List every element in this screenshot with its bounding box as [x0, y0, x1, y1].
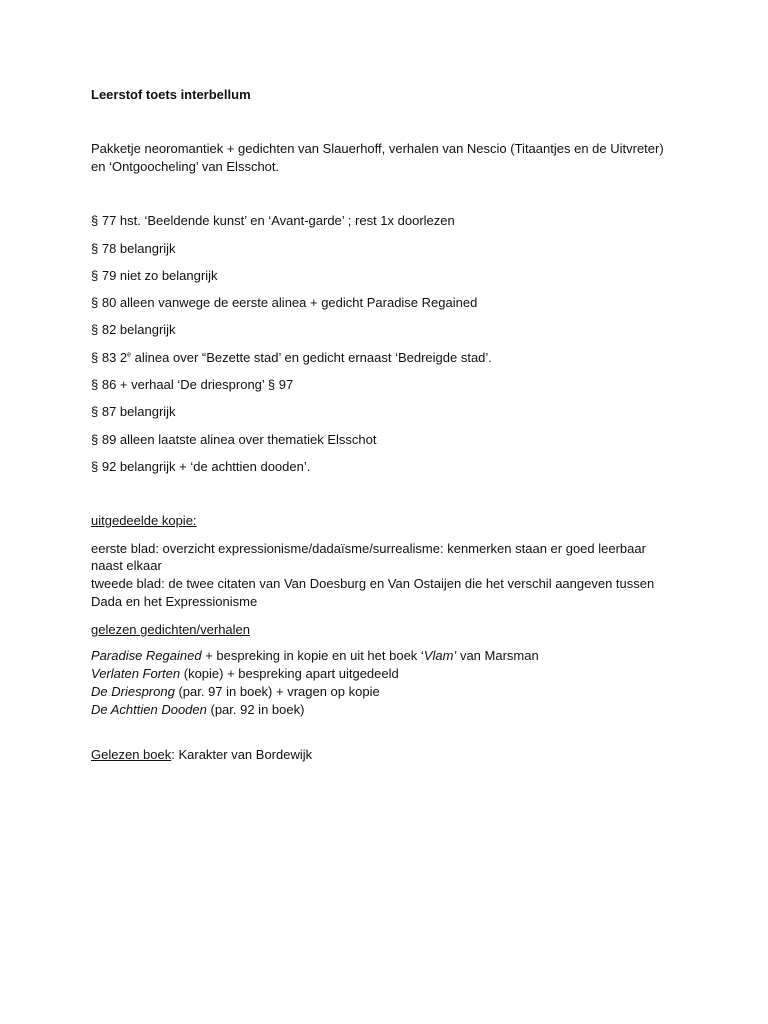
kopie-line-4: Dada en het Expressionisme	[91, 594, 258, 609]
paragraph-83-sup: e	[127, 351, 132, 359]
gelezen-item-1-text2: van Marsman	[456, 648, 539, 663]
kopie-line-2: naast elkaar	[91, 558, 162, 573]
gelezen-boek-label: Gelezen boek	[91, 747, 172, 762]
kopie-line-3: tweede blad: de twee citaten van Van Doesburg en Van Ostaijen die het verschil aangeven tussen	[91, 576, 655, 591]
paragraph-86: § 86 + verhaal ‘De driesprong’ § 97	[91, 377, 294, 392]
paragraph-87: § 87 belangrijk	[91, 404, 176, 419]
paragraph-79: § 79 niet zo belangrijk	[91, 268, 218, 283]
gelezen-item-1	[91, 647, 539, 665]
paragraph-77: § 77 hst. ‘Beeldende kunst’ en ‘Avant-garde’ ; rest 1x doorlezen	[91, 213, 455, 228]
paragraph-83-post: alinea over “Bezette stad’ en gedicht ernaast ‘Bedreigde stad’.	[131, 350, 492, 365]
paragraph-80: § 80 alleen vanwege de eerste alinea + gedicht Paradise Regained	[91, 295, 478, 310]
paragraph-82: § 82 belangrijk	[91, 322, 176, 337]
intro-line-1: Pakketje neoromantiek + gedichten van Slauerhoff, verhalen van Nescio (Titaantjes en de Uitvreter)	[91, 141, 664, 156]
gelezen-item-1-title: Paradise Regained	[91, 648, 202, 663]
gelezen-item-2-title: Verlaten Forten	[91, 666, 181, 681]
paragraph-83	[91, 349, 492, 367]
paragraph-83-pre: § 83 2	[91, 350, 128, 365]
kopie-heading: uitgedeelde kopie:	[91, 513, 197, 528]
document-title: Leerstof toets interbellum	[91, 87, 251, 102]
gelezen-item-4-title: De Achttien Dooden	[91, 702, 207, 717]
gelezen-item-4-text: (par. 92 in boek)	[206, 702, 305, 717]
intro-line-2: en ‘Ontgoocheling’ van Elsschot.	[91, 159, 280, 174]
kopie-line-1: eerste blad: overzicht expressionisme/dadaïsme/surrealisme: kenmerken staan er goed leerbaar	[91, 541, 646, 556]
gelezen-boek-text: : Karakter van Bordewijk	[171, 747, 313, 762]
gelezen-item-3-text: (par. 97 in boek) + vragen op kopie	[174, 684, 380, 699]
paragraph-89: § 89 alleen laatste alinea over thematiek Elsschot	[91, 432, 377, 447]
gelezen-item-2	[91, 665, 399, 683]
gelezen-heading: gelezen gedichten/verhalen	[91, 622, 251, 637]
gelezen-item-4	[91, 701, 304, 719]
paragraph-92: § 92 belangrijk + ‘de achttien dooden’.	[91, 459, 311, 474]
gelezen-item-2-text: (kopie) + bespreking apart uitgedeeld	[180, 666, 399, 681]
gelezen-item-3-title: De Driesprong	[91, 684, 175, 699]
gelezen-item-3	[91, 683, 380, 701]
gelezen-item-1-text: + bespreking in kopie en uit het boek ‘	[201, 648, 424, 663]
gelezen-boek	[91, 746, 312, 764]
gelezen-item-1-title2: Vlam’	[423, 648, 457, 663]
paragraph-78: § 78 belangrijk	[91, 241, 176, 256]
